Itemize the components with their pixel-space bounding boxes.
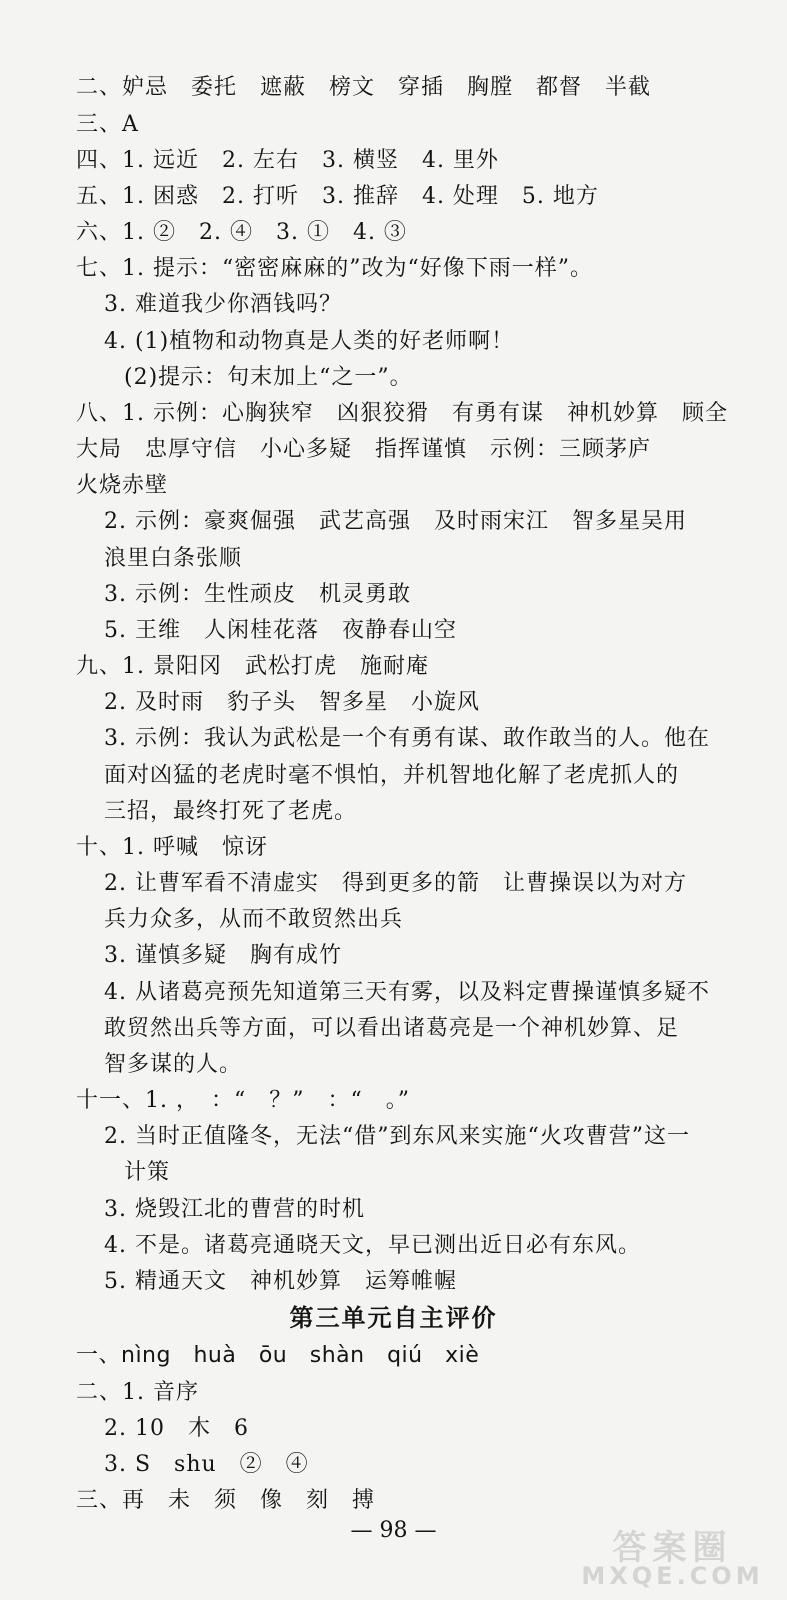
answer-line-8-2-cont: 浪里白条张顺 [104,546,243,571]
answer-line-9-3: 3. 示例：我认为武松是一个有勇有谋、敢作敢当的人。他在 [104,726,710,751]
answer-line-6: 六、1. ② 2. ④ 3. ① 4. ③ [76,220,407,245]
answer-line-7: 七、1. 提示：“密密麻麻的”改为“好像下雨一样”。 [76,256,593,281]
answer-line-9-2: 2. 及时雨 豹子头 智多星 小旋风 [104,690,480,715]
answer-line-3: 三、A [76,112,139,137]
answer-line-7-4: 4. (1)植物和动物真是人类的好老师啊！ [104,329,515,354]
answer-line-10-4: 4. 从诸葛亮预先知道第三天有雾，以及料定曹操谨慎多疑不 [104,980,710,1005]
answer-line-8-5: 5. 王维 人闲桂花落 夜静春山空 [104,618,457,643]
answer-line-11-2: 2. 当时正值隆冬，无法“借”到东风来实施“火攻曹营”这一 [104,1124,690,1149]
section-line-2-1: 二、1. 音序 [76,1380,199,1405]
answer-line-11-1: 十一、1. ， ：“ ？” ：“ 。” [76,1088,410,1113]
section-line-2-2: 2. 10 木 6 [104,1416,249,1441]
section-title: 第三单元自主评价 [289,1304,498,1332]
answer-line-11-4: 4. 不是。诸葛亮通晓天文，早已测出近日必有东风。 [104,1233,641,1258]
answer-line-4: 四、1. 远近 2. 左右 3. 横竖 4. 里外 [76,148,499,173]
answer-line-5: 五、1. 困惑 2. 打听 3. 推辞 4. 处理 5. 地方 [76,184,599,209]
answer-line-10-3: 3. 谨慎多疑 胸有成竹 [104,943,342,968]
answer-line-8-3: 3. 示例：生性顽皮 机灵勇敢 [104,582,411,607]
answer-line-10-4-end: 智多谋的人。 [104,1052,243,1077]
page-number: — 98 — [350,1518,437,1543]
answer-line-10-4-cont: 敢贸然出兵等方面，可以看出诸葛亮是一个神机妙算、足 [104,1016,680,1041]
answer-line-11-3: 3. 烧毁江北的曹营的时机 [104,1197,365,1222]
section-line-3: 三、再 未 须 像 刻 搏 [76,1488,376,1513]
answer-line-8-1-cont: 大局 忠厚守信 小心多疑 指挥谨慎 示例：三顾茅庐 [76,437,652,462]
answer-line-8-2: 2. 示例：豪爽倔强 武艺高强 及时雨宋江 智多星吴用 [104,509,687,534]
answer-line-8-1: 八、1. 示例：心胸狭窄 凶狠狡猾 有勇有谋 神机妙算 顾全 [76,401,728,426]
section-line-1: 一、nìng huà ōu shàn qiú xiè [76,1343,480,1368]
answer-line-8-1-end: 火烧赤壁 [76,473,169,498]
site-watermark [565,1520,780,1592]
answer-line-9-3-end: 三招，最终打死了老虎。 [104,799,358,824]
answer-line-7-3: 3. 难道我少你酒钱吗？ [104,292,342,317]
answer-line-10-2: 2. 让曹军看不清虚实 得到更多的箭 让曹操误以为对方 [104,871,687,896]
watermark-brand: 答案圈 [612,1528,733,1568]
answer-line-2: 二、妒忌 委托 遮蔽 榜文 穿插 胸膛 都督 半截 [76,75,652,100]
answer-line-10-1: 十、1. 呼喊 惊讶 [76,835,268,860]
answer-line-7-4-2: (2)提示：句末加上“之一”。 [124,365,413,390]
answer-line-9-1: 九、1. 景阳冈 武松打虎 施耐庵 [76,654,429,679]
answer-line-10-2-cont: 兵力众多，从而不敢贸然出兵 [104,907,404,932]
answer-line-9-3-cont: 面对凶猛的老虎时毫不惧怕，并机智地化解了老虎抓人的 [104,763,680,788]
section-line-2-3: 3. S shu ② ④ [104,1452,309,1477]
answer-line-11-5: 5. 精通天文 神机妙算 运筹帷幄 [104,1269,457,1294]
answer-line-11-2-cont: 计策 [124,1160,171,1185]
watermark-domain: MXQE.COM [581,1562,764,1590]
